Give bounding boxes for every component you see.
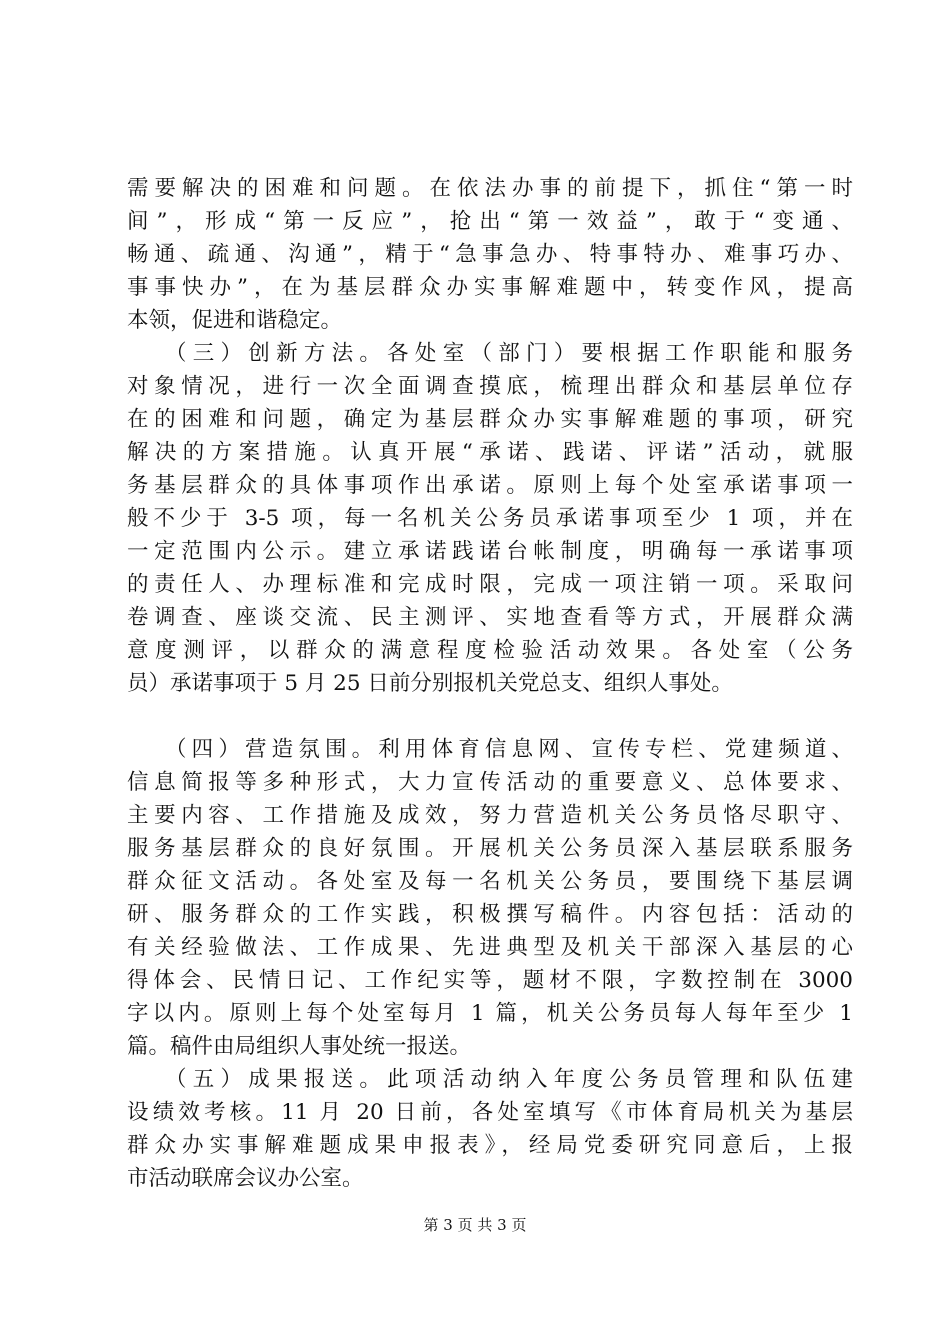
text-line: （五）成果报送。此项活动纳入年度公务员管理和队伍建 (165, 1067, 853, 1092)
text-line: 群众征文活动。各处室及每一名机关公务员，要围绕下基层调 (127, 869, 853, 894)
page-footer: 第 3 页 共 3 页 (423, 1216, 527, 1234)
text-line: 得体会、民情日记、工作纪实等，题材不限，字数控制在 3000 (127, 968, 853, 993)
text-line: 意度测评，以群众的满意程度检验活动效果。各处室（公务 (127, 638, 853, 663)
text-line: 群众办实事解难题成果申报表》，经局党委研究同意后，上报 (127, 1133, 853, 1158)
text-line: 解决的方案措施。认真开展“承诺、践诺、评诺”活动，就服 (127, 440, 853, 465)
paragraph-gap (173, 700, 853, 733)
text-line: 事事快办”，在为基层群众办实事解难题中，转变作风，提高 (127, 275, 853, 300)
text-line: 篇。稿件由局组织人事处统一报送。 (127, 1034, 472, 1059)
text-line: 一定范围内公示。建立承诺践诺台帐制度，明确每一承诺事项 (127, 539, 853, 564)
text-line: 设绩效考核。11 月 20 日前，各处室填写《市体育局机关为基层 (127, 1100, 853, 1125)
text-line: 务基层群众的具体事项作出承诺。原则上每个处室承诺事项一 (127, 473, 853, 498)
text-line: 需要解决的困难和问题。在依法办事的前提下，抓住“第一时 (127, 176, 853, 201)
text-line: （四）营造氛围。利用体育信息网、宣传专栏、党建频道、 (165, 737, 853, 762)
text-line: 畅通、疏通、沟通”，精于“急事急办、特事特办、难事巧办、 (127, 242, 853, 267)
text-line: （三）创新方法。各处室（部门）要根据工作职能和服务 (165, 341, 853, 366)
text-line: 研、服务群众的工作实践，积极撰写稿件。内容包括：活动的 (127, 902, 853, 927)
text-line: 在的困难和问题，确定为基层群众办实事解难题的事项，研究 (127, 407, 853, 432)
text-line: 字以内。原则上每个处室每月 1 篇，机关公务员每人每年至少 1 (127, 1001, 853, 1026)
text-line: 服务基层群众的良好氛围。开展机关公务员深入基层联系服务 (127, 836, 853, 861)
text-line: 般不少于 3-5 项，每一名机关公务员承诺事项至少 1 项，并在 (127, 506, 853, 531)
text-line: 员）承诺事项于 5 月 25 日前分别报机关党总支、组织人事处。 (127, 671, 733, 696)
text-line: 卷调查、座谈交流、民主测评、实地查看等方式，开展群众满 (127, 605, 853, 630)
text-line: 本领，促进和谐稳定。 (127, 308, 343, 333)
text-line: 信息简报等多种形式，大力宣传活动的重要意义、总体要求、 (127, 770, 853, 795)
text-line: 市活动联席会议办公室。 (127, 1166, 364, 1191)
text-line: 有关经验做法、工作成果、先进典型及机关干部深入基层的心 (127, 935, 853, 960)
text-line: 对象情况，进行一次全面调查摸底，梳理出群众和基层单位存 (127, 374, 853, 399)
text-line: 主要内容、工作措施及成效，努力营造机关公务员恪尽职守、 (127, 803, 853, 828)
text-line: 间”，形成“第一反应”，抢出“第一效益”，敢于“变通、 (127, 209, 853, 234)
document-body (127, 172, 853, 1195)
text-line: 的责任人、办理标准和完成时限，完成一项注销一项。采取问 (127, 572, 853, 597)
